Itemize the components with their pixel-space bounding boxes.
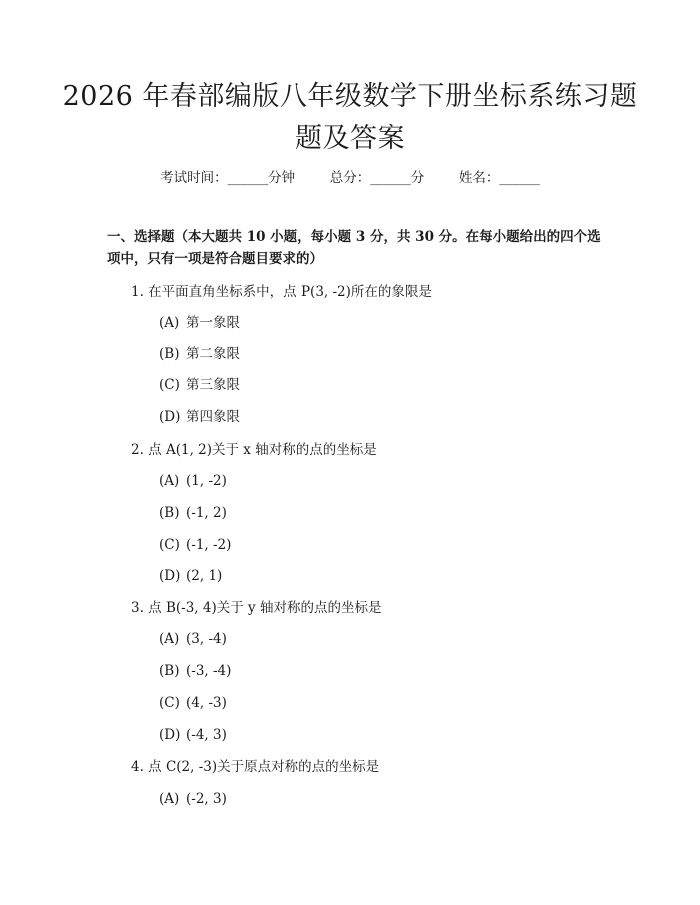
time-blank: ______ [227,170,269,186]
option-text: (-1, 2) [186,505,227,521]
page-title: 2026 年春部编版八年级数学下册坐标系练习题题及答案 [62,81,638,154]
option-1a [159,313,240,333]
option-letter: (D) [159,727,181,743]
option-3a [159,629,227,649]
question-3: 3. 点 B(-3, 4)关于 y 轴对称的点的坐标是 [131,600,382,616]
question-2: 2. 点 A(1, 2)关于 x 轴对称的点的坐标是 [131,442,377,458]
option-3b [159,661,231,681]
option-letter: (C) [159,537,180,553]
option-letter: (B) [159,505,180,521]
option-letter: (C) [159,377,180,393]
option-1d [159,407,240,427]
score-blank: ______ [370,170,411,186]
question-1: 1. 在平面直角坐标系中，点 P(3, -2)所在的象限是 [131,284,432,300]
time-unit: 分钟 [268,170,296,186]
option-2b [159,503,227,523]
option-2a [159,471,227,491]
name-label: 姓名： [458,170,500,186]
option-text: (2, 1) [186,568,223,584]
option-letter: (A) [159,791,180,807]
option-text: (-3, -4) [186,663,232,679]
option-letter: (B) [159,346,180,362]
option-letter: (D) [159,568,181,584]
option-letter: (D) [159,409,181,425]
option-letter: (B) [159,663,180,679]
option-3c [159,693,227,713]
option-1c [159,375,240,395]
option-text: 第三象限 [186,377,240,393]
option-2c [159,535,231,555]
option-text: (4, -3) [186,695,227,711]
option-text: (1, -2) [186,473,227,489]
option-text: 第四象限 [186,409,240,425]
score-label: 总分： [329,170,371,186]
name-blank: ______ [499,170,540,186]
option-letter: (A) [159,315,180,331]
time-label: 考试时间： [160,170,228,186]
option-1b [159,344,240,364]
option-text: (3, -4) [186,631,227,647]
option-text: (-1, -2) [186,537,232,553]
option-text: (-2, 3) [186,791,227,807]
option-letter: (A) [159,631,180,647]
option-letter: (A) [159,473,180,489]
question-4: 4. 点 C(2, -3)关于原点对称的点的坐标是 [131,759,380,775]
option-4a [159,789,227,809]
option-text: (-4, 3) [186,727,227,743]
option-3d [159,725,227,745]
option-letter: (C) [159,695,180,711]
exam-info-line [0,168,700,188]
score-unit: 分 [410,170,425,186]
option-text: 第二象限 [186,346,240,362]
option-text: 第一象限 [186,315,240,331]
section-heading: 一、选择题（本大题共 10 小题，每小题 3 分，共 30 分。在每小题给出的四个选项中，只有一项是符合题目要求的） [107,229,601,267]
option-2d [159,566,222,586]
